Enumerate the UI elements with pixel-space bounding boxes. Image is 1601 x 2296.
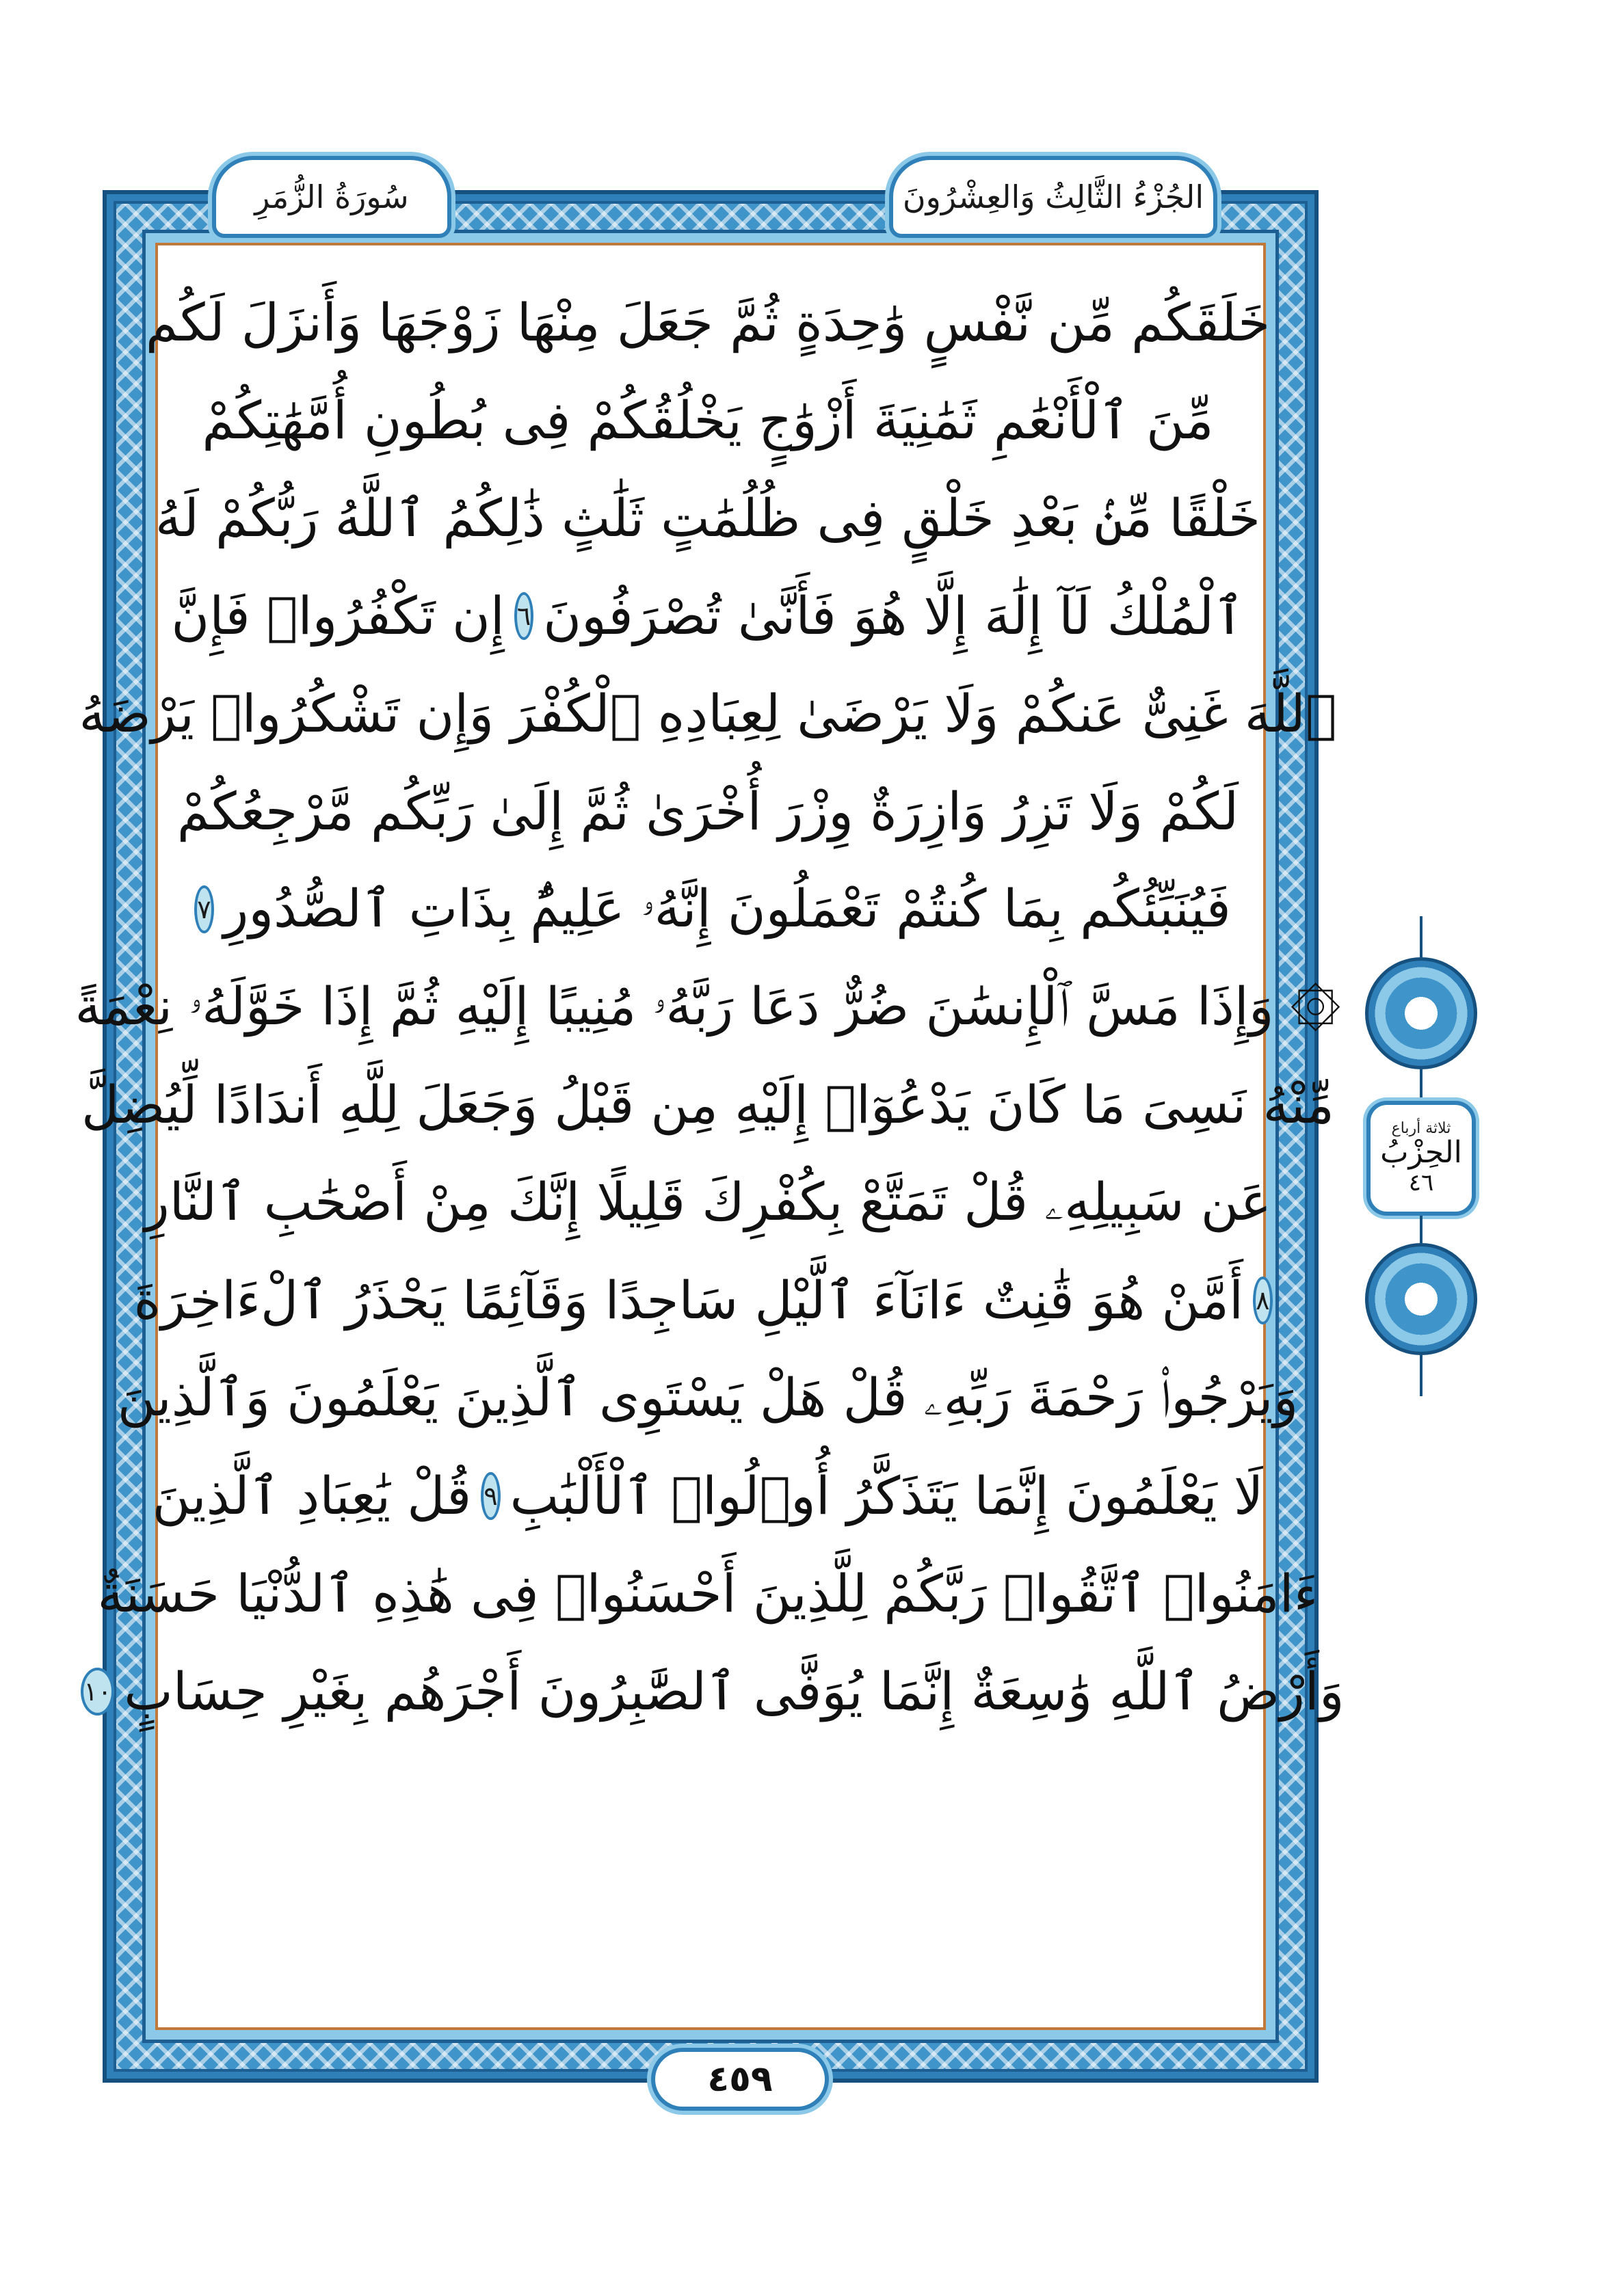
line-text: لَا يَعْلَمُونَ إِنَّمَا يَتَذَكَّرُ أُو۟لُوا۟ ٱلْأَلْبَٰبِ (510, 1465, 1264, 1526)
line-text: ۞ وَإِذَا مَسَّ ٱلْإِنسَٰنَ ضُرٌّ دَعَا رَبَّهُۥ مُنِيبًا إِلَيْهِ ثُمَّ إِذَا خَوَّلَهُۥ نِعْمَةً (75, 976, 1341, 1037)
hizb-medallion-top (1365, 957, 1477, 1069)
line-text: مِّنْهُ نَسِىَ مَا كَانَ يَدْعُوٓا۟ إِلَيْهِ مِن قَبْلُ وَجَعَلَ لِلَّهِ أَندَادًا لِّيُضِلَّ (81, 1074, 1334, 1135)
juz-name-tab (889, 156, 1217, 238)
surah-name-tab (212, 156, 451, 238)
ayah-number-marker: ٦ (514, 592, 533, 640)
line-text: أَمَّنْ هُوَ قَٰنِتٌ ءَانَآءَ ٱلَّيْلِ سَاجِدًا وَقَآئِمًا يَحْذَرُ ٱلْءَاخِرَةَ (133, 1270, 1244, 1331)
text-line (171, 567, 1245, 665)
text-line (176, 762, 1239, 860)
quran-text-area (75, 273, 1345, 1962)
text-line (97, 1545, 1319, 1642)
hizb-quarter-label: ثلاثة أرباع (1391, 1120, 1451, 1138)
hizb-stem-mid (1420, 1069, 1423, 1101)
hizb-stem-bottom (1420, 1355, 1423, 1396)
text-line (152, 1447, 1264, 1545)
line-text: فَيُنَبِّئُكُم بِمَا كُنتُمْ تَعْمَلُونَ إِنَّهُۥ عَلِيمٌۢ بِذَاتِ ٱلصُّدُورِ (223, 878, 1231, 939)
text-line (117, 1349, 1299, 1447)
text-line (145, 273, 1271, 371)
line-text: ٱلْمُلْكُ لَآ إِلَٰهَ إِلَّا هُوَ فَأَنَّىٰ تُصْرَفُونَ (543, 585, 1245, 646)
ayah-number-marker: ١٠ (81, 1668, 114, 1716)
text-line (197, 860, 1231, 958)
hizb-number: ٤٦ (1408, 1169, 1434, 1197)
page-number-box (651, 2048, 829, 2111)
ayah-number-marker: ٧ (194, 885, 213, 933)
text-line (81, 1056, 1334, 1153)
ayah-number-marker: ٨ (1253, 1277, 1272, 1324)
hizb-stem-top (1420, 916, 1423, 957)
hizb-stem-lower (1420, 1216, 1423, 1243)
ayah-number-marker: ٩ (481, 1472, 500, 1520)
line-text: مِّنَ ٱلْأَنْعَٰمِ ثَمَٰنِيَةَ أَزْوَٰجٍ يَخْلُقُكُمْ فِى بُطُونِ أُمَّهَٰتِكُمْ (202, 390, 1214, 451)
line-text: عَن سَبِيلِهِۦ قُلْ تَمَتَّعْ بِكُفْرِكَ قَلِيلًا إِنَّكَ مِنْ أَصْحَٰبِ ٱلنَّارِ (144, 1171, 1271, 1232)
text-line (133, 1251, 1270, 1349)
line-text: ٱللَّهَ غَنِىٌّ عَنكُمْ وَلَا يَرْضَىٰ لِعِبَادِهِ ٱلْكُفْرَ وَإِن تَشْكُرُوا۟ يَرْضَهُ (79, 683, 1337, 744)
text-line (144, 1153, 1271, 1251)
line-text: وَيَرْجُوا۟ رَحْمَةَ رَبِّهِۦ قُلْ هَلْ يَسْتَوِى ٱلَّذِينَ يَعْلَمُونَ وَٱلَّذِينَ (117, 1367, 1299, 1428)
page-number: ٤٥٩ (707, 2059, 773, 2100)
hizb-marker (1366, 1101, 1476, 1216)
line-text: لَكُمْ وَلَا تَزِرُ وَازِرَةٌ وِزْرَ أُخْرَىٰ ثُمَّ إِلَىٰ رَبِّكُم مَّرْجِعُكُمْ (176, 781, 1239, 842)
line-text: خَلَقَكُم مِّن نَّفْسٍ وَٰحِدَةٍ ثُمَّ جَعَلَ مِنْهَا زَوْجَهَا وَأَنزَلَ لَكُم (145, 292, 1271, 353)
line-text: وَأَرْضُ ٱللَّهِ وَٰسِعَةٌ إِنَّمَا يُوَفَّى ٱلصَّٰبِرُونَ أَجْرَهُم بِغَيْرِ حِسَابٍ (124, 1661, 1345, 1722)
line-text: إِن تَكْفُرُوا۟ فَإِنَّ (171, 585, 505, 646)
line-text: خَلْقًا مِّنۢ بَعْدِ خَلْقٍ فِى ظُلُمَٰتٍ ثَلَٰثٍ ذَٰلِكُمُ ٱللَّهُ رَبُّكُمْ لَهُ (155, 488, 1261, 548)
juz-name: الجُزْءُ الثَّالِثُ وَالعِشْرُونَ (902, 178, 1204, 215)
text-line (83, 1642, 1345, 1740)
hizb-label: الحِزْبُ (1380, 1135, 1462, 1171)
text-line (75, 958, 1341, 1056)
surah-name: سُورَةُ الزُّمَرِ (254, 178, 409, 215)
line-text: ءَامَنُوا۟ ٱتَّقُوا۟ رَبَّكُمْ لِلَّذِينَ أَحْسَنُوا۟ فِى هَٰذِهِ ٱلدُّنْيَا حَسَنَةٌ (97, 1563, 1319, 1624)
text-line (202, 371, 1214, 469)
line-text: قُلْ يَٰعِبَادِ ٱلَّذِينَ (152, 1465, 472, 1526)
hizb-medallion-bottom (1365, 1243, 1477, 1355)
text-line (155, 469, 1261, 567)
text-line (79, 665, 1337, 762)
